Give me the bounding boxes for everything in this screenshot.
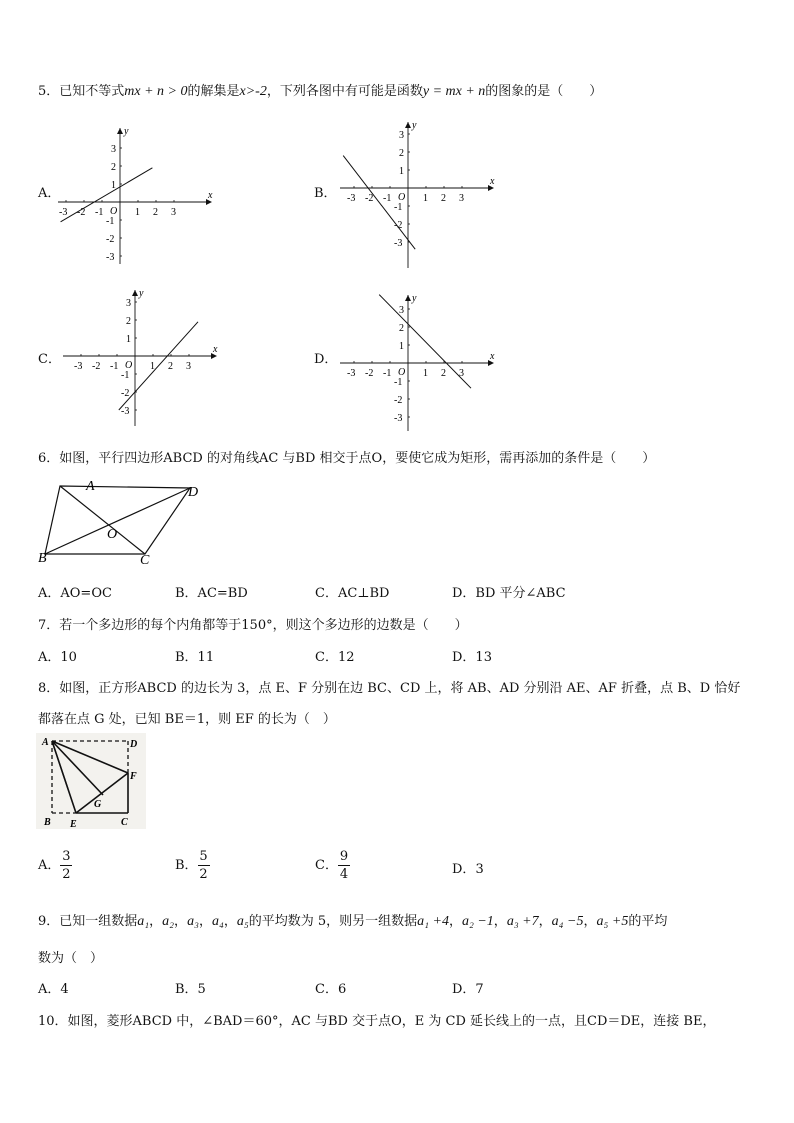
x-tick-label: 1 (150, 361, 155, 372)
q9-option-d: D．7 (452, 982, 484, 997)
y-axis-arrow (405, 295, 411, 301)
y-axis-label: y (412, 293, 417, 304)
q5-graph-a (50, 118, 220, 268)
q9-option-b: B．5 (175, 982, 206, 997)
y-axis-label: y (124, 126, 129, 137)
x-axis-label: x (213, 344, 218, 355)
y-tick-label: -1 (394, 202, 403, 213)
y-tick-label: -1 (121, 370, 130, 381)
x-tick-label: -3 (347, 193, 356, 204)
origin-label: O (398, 192, 406, 203)
q7-option-a: A．10 (38, 650, 77, 665)
x-tick-label: 2 (441, 368, 446, 379)
q8-option-a: A． $\frac{3}{2}$ (38, 849, 71, 882)
label-c: C (121, 817, 128, 828)
q5-option-b-label: B． (314, 186, 337, 201)
y-axis-arrow (117, 128, 123, 134)
q5-option-c-label: C． (38, 352, 61, 367)
y-tick-label: 3 (111, 144, 116, 155)
x-tick-label: -2 (77, 207, 86, 218)
x-tick-label: 2 (153, 207, 158, 218)
x-tick-label: -1 (110, 361, 119, 372)
label-e: E (70, 819, 77, 829)
q7-option-b: B．11 (175, 650, 215, 665)
label-d: D (130, 739, 138, 750)
q5-option-d-label: D． (314, 352, 338, 367)
question-6-stem: 6．如图，平行四边形ABCD 的对角线AC 与BD 相交于点O，要使它成为矩形，需再添加的条件是（ ） (38, 451, 656, 466)
label-g: G (94, 799, 102, 810)
y-tick-label: -2 (121, 388, 130, 399)
y-tick-label: 1 (399, 166, 404, 177)
x-tick-label: -1 (95, 207, 104, 218)
x-tick-label: 3 (459, 368, 464, 379)
y-tick-label: -2 (394, 220, 403, 231)
x-tick-label: 3 (171, 207, 176, 218)
y-tick-label: 3 (126, 298, 131, 309)
y-tick-label: -3 (394, 413, 403, 424)
y-tick-label: 2 (399, 148, 404, 159)
label-c: C (140, 553, 150, 568)
y-axis-arrow (132, 290, 138, 296)
x-tick-label: -3 (74, 361, 83, 372)
q7-option-c: C．12 (315, 650, 355, 665)
diagonal-bd (45, 488, 190, 554)
question-9-stem-line2: 数为（ ） (38, 951, 104, 966)
label-a: A (86, 479, 95, 494)
question-8-stem-line1: 8．如图，正方形ABCD 的边长为 3，点 E、F 分别在边 BC、CD 上，将 AB、AD 分别沿 AE、AF 折叠，点 B、D 恰好 (38, 681, 741, 696)
q8-option-d: D．3 (452, 862, 484, 877)
y-tick-label: 1 (111, 180, 116, 191)
q8-square-figure (36, 733, 146, 829)
y-tick-label: 2 (399, 323, 404, 334)
x-axis-label: x (490, 351, 495, 362)
label-a: A (42, 737, 49, 748)
q7-option-d: D．13 (452, 650, 492, 665)
x-tick-label: -1 (383, 193, 392, 204)
y-tick-label: 1 (399, 341, 404, 352)
y-tick-label: -3 (394, 238, 403, 249)
x-tick-label: 1 (135, 207, 140, 218)
q6-option-b: B．AC=BD (175, 586, 248, 601)
x-tick-label: -2 (365, 193, 374, 204)
q9-option-c: C．6 (315, 982, 347, 997)
x-axis-label: x (208, 190, 213, 201)
q5-graph-c (55, 280, 225, 430)
fraction: $\frac{5}{2}$ (199, 849, 208, 882)
q8-option-b: B． $\frac{5}{2}$ (175, 849, 208, 882)
x-tick-label: -3 (347, 368, 356, 379)
origin-label: O (125, 360, 133, 371)
diagonal-ac (60, 486, 145, 554)
question-5-stem: 5．已知不等式mx + n > 0的解集是x>-2，下列各图中有可能是函数y = mx + n的图象的是（ ） (38, 84, 603, 99)
q6-option-d: D．BD 平分∠ABC (452, 586, 566, 601)
label-d: D (188, 485, 199, 500)
question-8-stem-line2: 都落在点 G 处，已知 BE＝1，则 EF 的长为（ ） (38, 712, 336, 727)
y-axis-arrow (405, 122, 411, 128)
y-tick-label: 1 (126, 334, 131, 345)
q5-graph-d (332, 285, 502, 435)
x-tick-label: -1 (383, 368, 392, 379)
label-o: O (107, 527, 118, 542)
q6-parallelogram-figure (30, 472, 210, 572)
x-axis-label: x (490, 176, 495, 187)
question-9-stem-line1: 9．已知一组数据a₁，a₂，a₃，a₄，a₅的平均数为 5，则另一组数据a₁ +4，a₂ −1，a₃ +7，a₄ −5，a₅ +5的平均 (38, 914, 668, 929)
x-tick-label: -2 (92, 361, 101, 372)
y-tick-label: 2 (111, 162, 116, 173)
x-tick-label: 1 (423, 368, 428, 379)
y-tick-label: 3 (399, 305, 404, 316)
x-tick-label: 1 (423, 193, 428, 204)
origin-label: O (110, 206, 118, 217)
x-tick-label: 2 (441, 193, 446, 204)
fraction: $\frac{9}{4}$ (339, 849, 349, 882)
origin-label: O (398, 367, 406, 378)
question-7-stem: 7．若一个多边形的每个内角都等于150°，则这个多边形的边数是（ ） (38, 618, 468, 633)
fraction: $\frac{3}{2}$ (62, 849, 71, 882)
x-tick-label: 3 (459, 193, 464, 204)
y-tick-label: -1 (394, 377, 403, 388)
q9-option-a: A．4 (38, 982, 69, 997)
x-tick-label: -2 (365, 368, 374, 379)
label-f: F (130, 771, 137, 782)
y-tick-label: 3 (399, 130, 404, 141)
label-b: B (38, 551, 47, 566)
q5-option-a-label: A． (38, 186, 61, 201)
y-tick-label: -2 (394, 395, 403, 406)
x-tick-label: 2 (168, 361, 173, 372)
q6-option-a: A．AO=OC (38, 586, 112, 601)
q6-option-c: C．AC⊥BD (315, 586, 390, 601)
y-axis-label: y (139, 288, 144, 299)
x-tick-label: -3 (59, 207, 68, 218)
y-tick-label: 2 (126, 316, 131, 327)
q5-graph-b (332, 112, 502, 272)
q8-option-c: C． $\frac{9}{4}$ (315, 849, 349, 882)
question-10-stem: 10．如图，菱形ABCD 中，∠BAD＝60°，AC 与BD 交于点O，E 为 CD 延长线上的一点，且CD＝DE，连接 BE， (38, 1014, 716, 1029)
y-tick-label: -2 (106, 234, 115, 245)
y-tick-label: -3 (106, 252, 115, 263)
y-axis-label: y (412, 120, 417, 131)
x-tick-label: 3 (186, 361, 191, 372)
label-b: B (44, 817, 51, 828)
y-tick-label: -3 (121, 406, 130, 417)
y-tick-label: -1 (106, 216, 115, 227)
